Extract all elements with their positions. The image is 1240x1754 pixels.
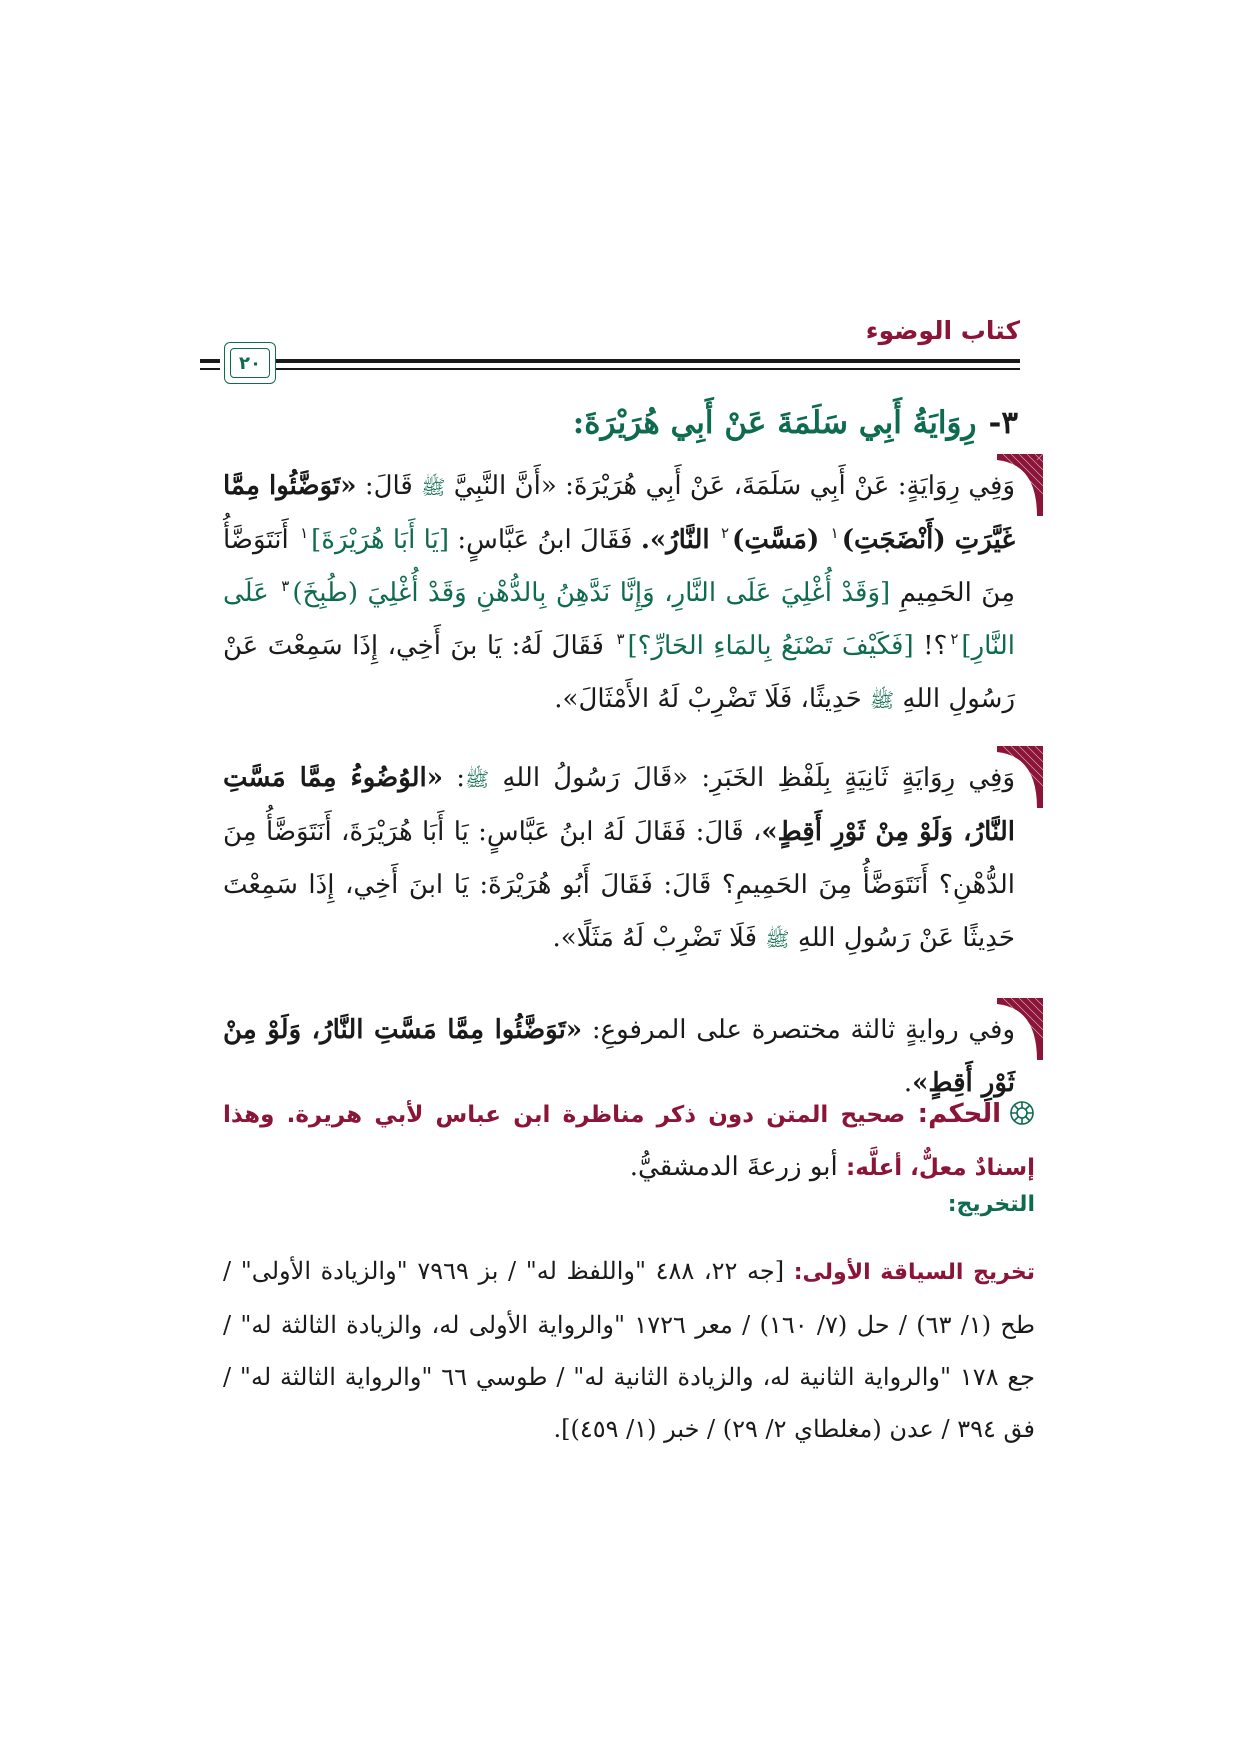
n1-text-e: حَدِيثًا، فَلَا تَضْرِبْ لَهُ الأَمْثَالَ».	[554, 684, 862, 714]
n1-text-a: فَقَالَ ابنُ عَبَّاسٍ:	[457, 525, 633, 555]
salawat-glyph: ﷺ	[464, 767, 490, 791]
n2-text: ، قَالَ: فَقَالَ لَهُ ابنُ عَبَّاسٍ: يَا أَبَا هُرَيْرَةَ، أَنَتَوَضَّأُ مِنَ الدُّهْنِ؟ أَنَتَوَضَّأُ مِنَ الحَمِيمِ؟ قَالَ: فَقَالَ أَبُو هُرَيْرَةَ: يَا ابنَ أَخِي، إِذَا سَمِعْتَ حَدِيثًا عَنْ رَسُولِ اللهِ	[223, 817, 1015, 953]
salawat-glyph: ﷺ	[869, 688, 895, 712]
salawat-glyph: ﷺ	[421, 475, 446, 499]
n1-addition-d: [فَكَيْفَ تَصْنَعُ بِالمَاءِ الحَارِّ؟]	[627, 631, 914, 661]
takhrij-text: [جه ٢٢، ٤٨٨ "واللفظ له" / بز ٧٩٦٩ "والزيادة الأولى" / طح (١/ ٦٣) / حل (٧/ ١٦٠) / معر ١٧٢٦ "والرواية الأولى له، والزيادة الثالثة له" / جع ١٧٨ "والرواية الثانية له، والزيادة الثانية له" / طوسي ٦٦ "والرواية الثالثة له" / فق ٣٩٤ / عدن (مغلطاي ٢/ ٢٩) / خبر (١/ ٤٥٩)].	[223, 1257, 1036, 1443]
n2-hadith: «الوُضُوءُ مِمَّا مَسَّتِ النَّارُ، وَلَوْ مِنْ ثَوْرِ أَقِطٍ»	[223, 763, 1015, 847]
n1-addition-b: [وَقَدْ أُغْلِيَ عَلَى النَّارِ، وَإِنَّا نَدَّهِنُ بِالدُّهْنِ وَقَدْ أُغْلِيَ (طُبِخَ)	[292, 578, 891, 608]
footnote-marker: ١	[300, 524, 309, 543]
n3-end: .	[903, 1068, 913, 1098]
n1-qala: قَالَ:	[364, 471, 413, 501]
takhrij-label: تخريج السياقة الأولى:	[793, 1260, 1035, 1285]
page-number: ٢٠	[230, 348, 270, 378]
n3-intro: وفي روايةٍ ثالثة مختصرة على المرفوعِ:	[591, 1015, 1016, 1045]
page-number-badge	[224, 342, 276, 384]
ruling-critic: أبو زرعةَ الدمشقيُّ.	[629, 1152, 838, 1182]
n1-intro: وَفِي رِوَايَةٍ: عَنْ أَبِي سَلَمَةَ، عَنْ أَبِي هُرَيْرَةَ: «أَنَّ النَّبِيَّ	[453, 471, 1016, 501]
book-title: كتاب الوضوء	[865, 316, 1020, 345]
footnote-marker: ١	[830, 524, 839, 543]
takhrij-body	[223, 1245, 1035, 1455]
n1-text-c: ؟!	[923, 631, 948, 661]
corner-ornament-icon	[997, 454, 1043, 516]
n1-hadith-c: النَّارُ».	[640, 525, 710, 555]
header-rule-left-thin	[200, 368, 220, 370]
salawat-glyph: ﷺ	[765, 927, 790, 951]
narration-1-text	[223, 460, 1035, 727]
corner-ornament-icon	[997, 746, 1043, 808]
n2-colon: :	[456, 763, 465, 793]
n1-text-b: أَنَتَوَضَّأُ مِنَ الحَمِيمِ	[223, 525, 1016, 608]
n1-text-d: فَقَالَ لَهُ: يَا بنَ أَخِي، إِذَا سَمِعْتَ عَنْ رَسُولِ اللهِ	[223, 631, 1015, 714]
narration-2	[223, 752, 1035, 966]
header-rule-thick	[257, 359, 1020, 363]
footnote-marker: ٢	[950, 630, 959, 649]
header-rule-left-thick	[200, 359, 220, 363]
section-heading	[218, 405, 1018, 441]
ruling	[223, 1088, 1035, 1194]
footnote-marker: ٣	[616, 630, 625, 649]
takhrij-heading: التخريج:	[947, 1192, 1035, 1217]
page-header	[200, 312, 1020, 387]
ruling-label: الحكم:	[917, 1099, 1001, 1129]
rosette-icon	[1009, 1100, 1035, 1126]
footnote-marker: ٣	[281, 577, 290, 596]
footnote-marker: ٢	[720, 524, 730, 543]
n1-hadith-a: «تَوَضَّئُوا مِمَّا غَيَّرَتِ (أَنْضَجَتِ)	[223, 471, 1016, 555]
n3-hadith: «تَوَضَّئُوا مِمَّا مَسَّتِ النَّارُ، وَلَوْ مِنْ ثَوْرِ أَقِطٍ»	[223, 1015, 1015, 1098]
n1-addition-c: عَلَى النَّارِ]	[223, 578, 1016, 661]
narration-2-text	[223, 752, 1035, 966]
n1-hadith-b: (مَسَّتِ)	[732, 525, 820, 555]
corner-ornament-icon	[997, 998, 1043, 1060]
n2-intro: وَفِي رِوَايَةٍ ثَانِيَةٍ بِلَفْظِ الخَبَرِ: «قَالَ رَسُولُ اللهِ	[502, 763, 1016, 793]
section-title: رِوَايَةُ أَبِي سَلَمَةَ عَنْ أَبِي هُرَيْرَةَ:	[572, 405, 977, 441]
section-number: ٣-	[988, 405, 1018, 441]
header-rule-thin	[257, 368, 1020, 370]
n1-addition-a: [يَا أَبَا هُرَيْرَةَ]	[311, 525, 449, 555]
n2-end: فَلَا تَضْرِبْ لَهُ مَثَلًا».	[552, 923, 758, 953]
narration-1	[223, 460, 1035, 727]
ruling-verdict: صحيح المتن دون ذكر مناظرة ابن عباس لأبي هريرة. وهذا إسنادٌ معلٌّ، أعلَّه:	[223, 1102, 1035, 1181]
